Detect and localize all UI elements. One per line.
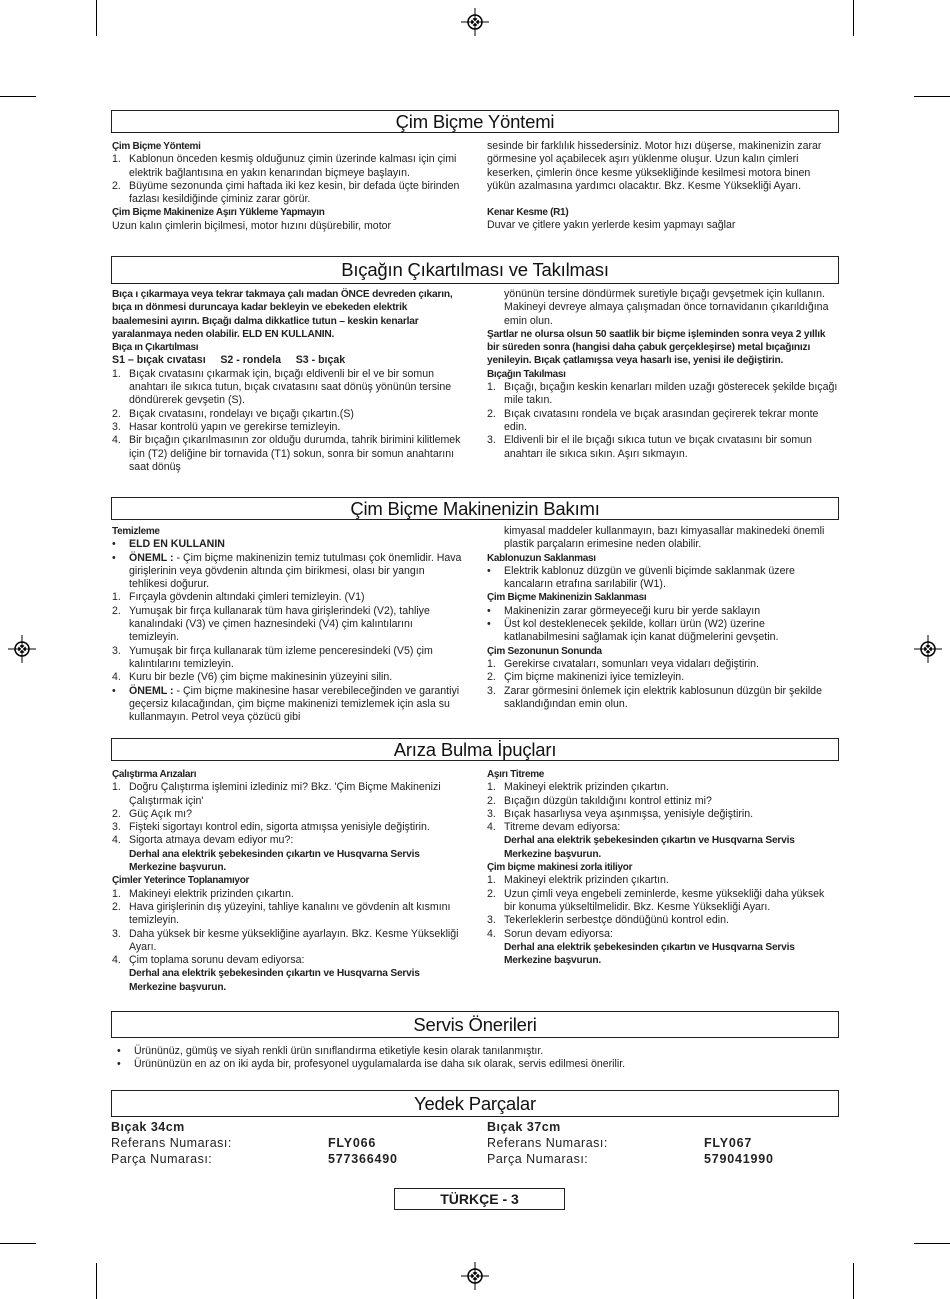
blade-right-column xyxy=(487,288,839,461)
part-number-row: Parça Numarası: 577366490 xyxy=(111,1152,398,1166)
subheading: Temizleme xyxy=(112,526,160,537)
crop-mark xyxy=(853,1263,854,1299)
list-item: 4. Sigorta atmaya devam ediyor mu?: xyxy=(112,834,294,847)
subheading: Çim Biçme Makinenizin Saklanması xyxy=(487,592,647,604)
list-item: 1. Gerekirse cıvataları, somunları veya vidaları değiştirin. xyxy=(487,657,759,670)
list-item: 1. Makineyi elektrik prizinden çıkartın. xyxy=(487,874,669,887)
subheading: Aşırı Titreme xyxy=(487,769,545,780)
bullet-item: • Ürününüzün en az on iki ayda bir, profesyonel uygulamalarda ise daha sık olarak, servis edilmesi önerilir. xyxy=(117,1058,626,1071)
list-item: 2. Çim biçme makinenizi iyice temizleyin. xyxy=(487,671,685,684)
crop-mark xyxy=(914,96,950,97)
section-title-cim-bicme-yontemi: Çim Biçme Yöntemi xyxy=(111,110,839,133)
list-item: 3. Daha yüksek bir kesme yüksekliğine ayarlayın. Bkz. Kesme Yüksekliği Ayarı. xyxy=(112,927,459,953)
registration-mark-icon xyxy=(8,635,36,663)
crop-mark xyxy=(0,1243,36,1244)
reference-row: Referans Numarası: FLY067 xyxy=(487,1136,753,1150)
bullet-item: • ELD EN KULLANIN xyxy=(112,538,225,551)
paragraph: Duvar ve çitlere yakın yerlerde kesim yapmayı sağlar xyxy=(487,219,736,232)
crop-mark xyxy=(853,0,854,36)
list-item: 2. Büyüme sezonunda çimi haftada iki kez kesin, bir defada üçte birinden fazlası kesildiğinde çiminiz zarar görür. xyxy=(112,179,460,206)
mowing-method-right-column xyxy=(487,140,837,233)
section-title-troubleshooting: Arıza Bulma İpuçları xyxy=(111,738,839,761)
list-item: 3. Hasar kontrolü yapın ve gerekirse temizleyin. xyxy=(112,420,341,433)
subheading: Çim biçme makinesi zorla itiliyor xyxy=(487,862,633,874)
bullet-item: • ÖNEML : - Çim biçme makinenizin temiz tutulması çok önemlidir. Hava girişlerinin veya gövdenin altında çim birikmesi, olası bir yangın tehlikesi doğurur. xyxy=(112,551,462,591)
troubleshooting-right-column xyxy=(487,768,839,967)
list-item: 2. Hava girişlerinin dış yüzeyini, tahliye kanalını ve gövdenin alt kısmını temizleyin. xyxy=(112,900,451,927)
maintenance-right-column xyxy=(487,525,839,711)
section-title-spare-parts: Yedek Parçalar xyxy=(111,1090,839,1117)
list-item: 4. Bir bıçağın çıkarılmasının zor olduğu durumda, tahrik birimini kilitlemek için (T2) deliğine bir tornavida (T1) sokun, sonra bir somun anahtarını saat dönüş xyxy=(112,434,461,473)
crop-mark xyxy=(0,96,36,97)
part-heading: Bıçak 34cm xyxy=(111,1120,185,1134)
list-item: 2. Bıçak cıvatasını, rondelayı ve bıçağı çıkartın.(S) xyxy=(112,407,354,420)
spare-part-34cm xyxy=(111,1119,471,1167)
subheading: Kablonuzun Saklanması xyxy=(487,552,596,564)
paragraph: kimyasal maddeler kullanmayın, bazı kimyasallar makinedeki önemli plastik parçaların erimesine neden olabilir. xyxy=(504,525,825,551)
subheading: Kenar Kesme (R1) xyxy=(487,207,569,219)
list-item: 2. Güç Açık mı? xyxy=(112,807,192,820)
subheading: Bıçağın Takılması xyxy=(487,368,566,380)
list-item: 2. Uzun çimli veya engebeli zeminlerde, kesme yüksekliği daha yüksek bir konuma yükseltilmelidir. Bkz. Kesme Yüksekliği Ayarı. xyxy=(487,887,825,913)
registration-mark-icon xyxy=(914,635,942,663)
list-item: 2. Yumuşak bir fırça kullanarak tüm hava girişlerindeki (V2), tahliye kanalındaki (V3) ve çimen haznesindeki (V4) çim kalıntılarını temizleyin. xyxy=(112,604,430,644)
service-contact-note: Derhal ana elektrik şebekesinden çıkartın ve Husqvarna Servis Merkezine başvurun. xyxy=(129,848,420,874)
service-contact-note: Derhal ana elektrik şebekesinden çıkartın ve Husqvarna Servis Merkezine başvurun. xyxy=(504,835,795,860)
section-title-maintenance: Çim Biçme Makinenizin Bakımı xyxy=(111,497,839,520)
blade-left-column xyxy=(112,288,464,474)
paragraph: yönünün tersine döndürmek suretiyle bıçağı gevşetmek için kullanın. Makineyi devreye almaya çalışmadan önce tornavidanın çıkarıldığına emin olun. xyxy=(504,288,829,327)
subheading: Bıça ın Çıkartılması xyxy=(112,342,199,354)
section-title-service: Servis Önerileri xyxy=(111,1011,839,1038)
list-item: 3. Fişteki sigortayı kontrol edin, sigorta atmışsa yenisiyle değiştirin. xyxy=(112,821,430,834)
troubleshooting-left-column xyxy=(112,768,464,994)
bullet-item: • Üst kol desteklenecek şekilde, kolları ürün (W2) üzerine katlanabilmesini sağlamak için kanat düğmelerini gevşetin. xyxy=(487,618,779,644)
crop-mark xyxy=(96,1263,97,1299)
list-item: 4. Kuru bir bezle (V6) çim biçme makinesinin yüzeyini silin. xyxy=(112,671,393,684)
list-item: 4. Titreme devam ediyorsa: xyxy=(487,821,621,834)
subheading: Çalıştırma Arızaları xyxy=(112,769,197,780)
list-item: 2. Bıçağın düzgün takıldığını kontrol ettiniz mi? xyxy=(487,794,712,807)
bullet-item: • Elektrik kablonuz düzgün ve güvenli biçimde saklanmak üzere kancaların etrafına sarılabilir (W1). xyxy=(487,564,795,591)
list-item: 1. Makineyi elektrik prizinden çıkartın. xyxy=(487,781,669,794)
list-item: 2. Bıçak cıvatasını rondela ve bıçak arasından geçirerek tekrar monte edin. xyxy=(487,407,819,433)
list-item: 4. Sorun devam ediyorsa: xyxy=(487,927,613,940)
registration-mark-icon xyxy=(461,8,489,36)
bullet-item: • ÖNEML : - Çim biçme makinesine hasar verebileceğinden ve garantiyi geçersiz kılacağından, çim biçme makinenizi temizlemek için asla su kullanmayın. Petrol veya çözücü gibi xyxy=(112,684,460,724)
list-item: 3. Bıçak hasarlıysa veya aşınmışsa, yenisiyle değiştirin. xyxy=(487,807,754,820)
list-item: 3. Eldivenli bir el ile bıçağı sıkıca tutun ve bıçak cıvatasını bir somun anahtarı ile sıkıca sıkın. Aşırı sıkmayın. xyxy=(487,434,812,460)
subheading: Çimler Yeterince Toplanamıyor xyxy=(112,875,250,887)
spare-part-37cm xyxy=(487,1119,847,1167)
list-item: 1. Bıçağı, bıçağın keskin kenarları milden uzağı gösterecek şekilde bıçağı mile takın. xyxy=(487,381,838,407)
list-item: 3. Zarar görmesini önlemek için elektrik kablosunun düzgün bir şekilde saklandığından emin olun. xyxy=(487,684,822,710)
service-contact-note: Derhal ana elektrik şebekesinden çıkartın ve Husqvarna Servis Merkezine başvurun. xyxy=(504,941,795,967)
part-heading: Bıçak 37cm xyxy=(487,1120,561,1134)
subheading: Çim Biçme Makinenize Aşırı Yükleme Yapmayın xyxy=(112,207,325,219)
list-item: 1. Makineyi elektrik prizinden çıkartın. xyxy=(112,887,294,900)
service-contact-note: Derhal ana elektrik şebekesinden çıkartın ve Husqvarna Servis Merkezine başvurun. xyxy=(129,968,420,993)
list-item: 1. Doğru Çalıştırma işlemini izlediniz mi? Bkz. 'Çim Biçme Makinenizi Çalıştırmak için' xyxy=(112,781,441,807)
subheading: Çim Biçme Yöntemi xyxy=(112,141,201,152)
list-item: 3. Yumuşak bir fırça kullanarak tüm izleme penceresindeki (V5) çim kalıntılarını temizleyin. xyxy=(112,644,433,670)
subheading: Çim Sezonunun Sonunda xyxy=(487,645,602,657)
bullet-item: • Ürününüz, gümüş ve siyah renkli ürün sınıflandırma etiketiyle kesin olarak tanılanmıştır. xyxy=(117,1045,544,1057)
paragraph: sesinde bir farklılık hissedersiniz. Motor hızı düşerse, makinenizin zarar görmesine yol açabilecek aşırı yüklenme oluşur. Uzun kalın çimleri keserken, çimlerin önce kesme yüksekliğinde kesilmesi motora binen yükün azalmasına yardımcı olacaktır. Bkz. Kesme Yüksekliği Ayarı. xyxy=(487,140,822,192)
list-item: 4. Çim toplama sorunu devam ediyorsa: xyxy=(112,954,305,967)
mowing-method-left-column xyxy=(112,140,462,233)
paragraph: Uzun kalın çimlerin biçilmesi, motor hızını düşürebilir, motor xyxy=(112,219,392,232)
warning-text: Bıça ı çıkarmaya veya tekrar takmaya çalı madan ÖNCE devreden çıkarın, bıça ın dönmesi duruncaya kadar bekleyin ve ebekeden elektrik baalemesini ayırın. Bıçağı dalma dikkatlice tutun – keskin kenarlar yaralanmaya neden olabilir. ELD EN KULLANIN. xyxy=(112,289,453,340)
reference-row: Referans Numarası: FLY066 xyxy=(111,1136,377,1150)
bullet-item: • Makinenizin zarar görmeyeceği kuru bir yerde saklayın xyxy=(487,604,761,617)
service-recommendations xyxy=(117,1045,837,1072)
list-item: 1. Fırçayla gövdenin altındaki çimleri temizleyin. (V1) xyxy=(112,591,365,604)
list-item: 3. Tekerleklerin serbestçe döndüğünü kontrol edin. xyxy=(487,914,729,927)
section-title-blade: Bıçağın Çıkartılması ve Takılması xyxy=(111,256,839,284)
list-item: 1. Kablonun önceden kesmiş olduğunuz çimin üzerinde kalması için çimi elektrik bağlantısına en yakın kenarından biçmeye başlayın. xyxy=(112,153,457,179)
warning-text: Şartlar ne olursa olsun 50 saatlik bir biçme işleminden sonra veya 2 yıllık bir süreden sonra (hangisi daha çabuk gerçekleşirse) metal bıçağınızı yenileyin. Bıçak çatlamışsa veya hasarlı ise, yenisi ile değiştirin. xyxy=(487,328,826,367)
registration-mark-icon xyxy=(461,1262,489,1290)
crop-mark xyxy=(96,0,97,36)
parts-legend: S1 – bıçak cıvatası S2 - rondela S3 - bıçak xyxy=(112,354,346,367)
maintenance-left-column xyxy=(112,525,464,724)
part-number-row: Parça Numarası: 579041990 xyxy=(487,1152,774,1166)
page-number: TÜRKÇE - 3 xyxy=(394,1188,565,1210)
list-item: 1. Bıçak cıvatasını çıkarmak için, bıçağı eldivenli bir el ve bir somun anahtarı ile sıkıca tutun, bıçak cıvatasını saat dönüş yönünün tersine döndürerek gevşetin (S). xyxy=(112,367,452,407)
crop-mark xyxy=(914,1243,950,1244)
